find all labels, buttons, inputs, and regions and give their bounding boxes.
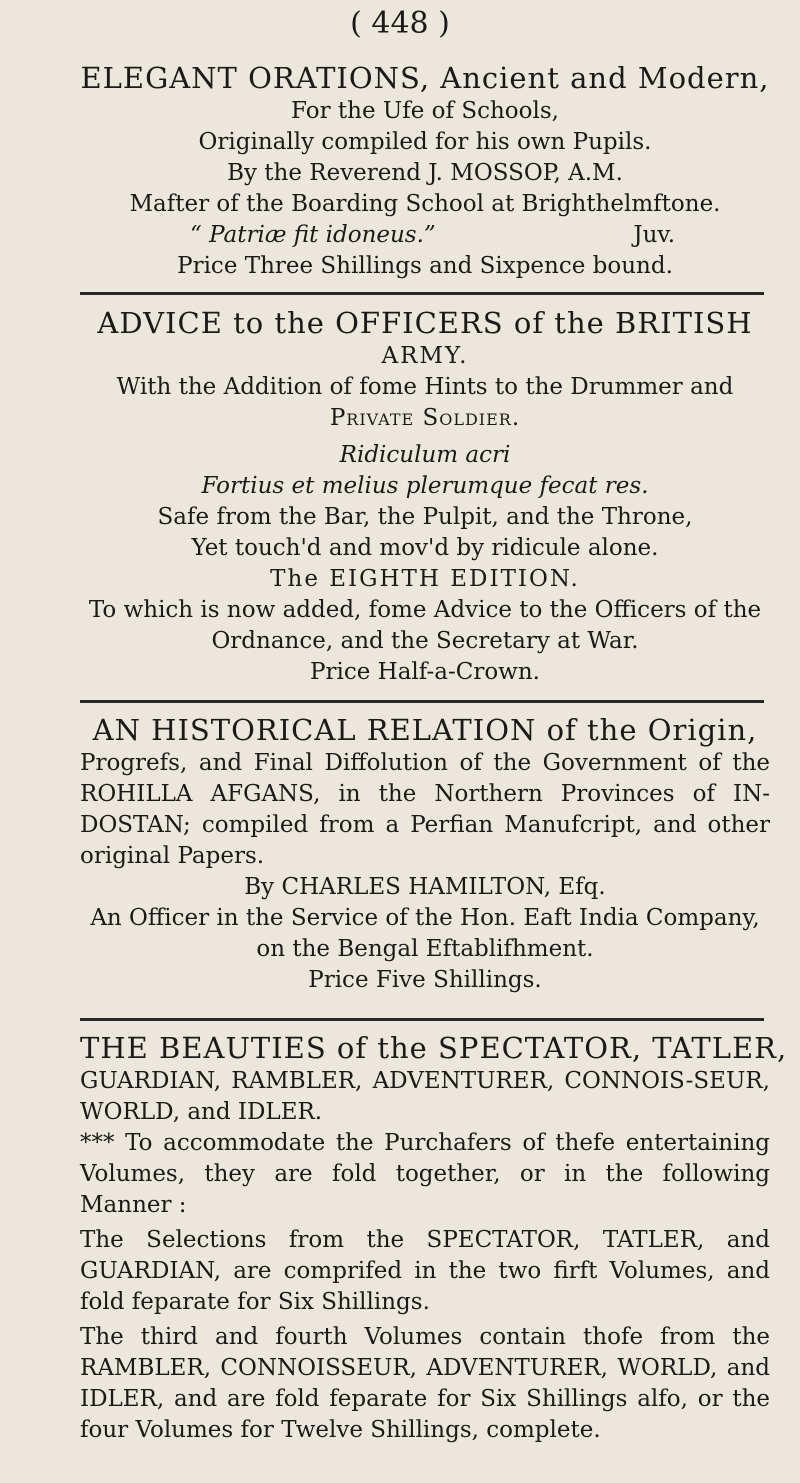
ad2-line2: Private Soldier. bbox=[329, 405, 521, 431]
ad2-verse2: Yet touch'd and mov'd by ridicule alone. bbox=[191, 535, 659, 561]
ad1-price: Price Three Shillings and Sixpence bound. bbox=[177, 253, 673, 279]
ad3-body: Progrefs, and Final Diffolution of the Government of the ROHILLA AFGANS, in the Northern Provinces of IN-DOSTAN; compiled from a Perfian Manufcript, and other original Papers. bbox=[80, 750, 770, 869]
ad3-price: Price Five Shillings. bbox=[308, 967, 542, 993]
ad1-motto-source: Juv. bbox=[633, 222, 675, 248]
ad4-subheading: GUARDIAN, RAMBLER, ADVENTURER, CONNOIS-SEUR, WORLD, and IDLER. bbox=[80, 1068, 770, 1125]
divider-2 bbox=[80, 700, 764, 703]
ad4-para1: *** To accommodate the Purchafers of thefe entertaining Volumes, they are fold together, or in the following Manner : bbox=[80, 1130, 770, 1218]
divider-3 bbox=[80, 1018, 764, 1021]
ad2-quote2: Fortius et melius plerumque fecat res. bbox=[201, 473, 649, 499]
ad2-verse1: Safe from the Bar, the Pulpit, and the Throne, bbox=[157, 504, 693, 530]
ad2-quote1: Ridiculum acri bbox=[339, 442, 511, 468]
ad2-heading2: ARMY. bbox=[381, 343, 469, 369]
ad3-author-note: An Officer in the Service of the Hon. Eaft India Company, on the Bengal Eftablifhment. bbox=[90, 905, 760, 962]
ad3-heading: AN HISTORICAL RELATION of the Origin, bbox=[92, 713, 758, 747]
ad2-heading: ADVICE to the OFFICERS of the BRITISH bbox=[97, 306, 753, 340]
ad1-author-title: Mafter of the Boarding School at Brighthelmftone. bbox=[129, 191, 721, 217]
ad1-motto-row bbox=[80, 220, 770, 251]
ad2-price: Price Half-a-Crown. bbox=[310, 659, 540, 685]
ad4-para3: The third and fourth Volumes contain thofe from the RAMBLER, CONNOISSEUR, ADVENTURER, WORLD, and IDLER, and are fold feparate for Six Shillings alfo, or the four Volumes for Twelve Shillings, complete. bbox=[80, 1324, 770, 1443]
ad2-edition: The EIGHTH EDITION. bbox=[270, 566, 580, 592]
ad1-motto: “ Patriæ fit idoneus.” bbox=[190, 222, 436, 248]
ad2-note: To which is now added, fome Advice to the Officers of the Ordnance, and the Secretary at War. bbox=[88, 597, 762, 654]
ad1-line1: For the Ufe of Schools, bbox=[291, 98, 559, 124]
ad2-line1: With the Addition of fome Hints to the Drummer and bbox=[116, 374, 734, 400]
ad3-author: By CHARLES HAMILTON, Efq. bbox=[244, 874, 606, 900]
ad1-heading: ELEGANT ORATIONS, Ancient and Modern, bbox=[80, 61, 770, 95]
divider-1 bbox=[80, 292, 764, 295]
ad1-author: By the Reverend J. MOSSOP, A.M. bbox=[227, 160, 623, 186]
ad-advice-officers bbox=[80, 305, 770, 688]
page-number: ( 448 ) bbox=[350, 6, 450, 41]
ad4-heading: THE BEAUTIES of the SPECTATOR, TATLER, bbox=[80, 1031, 788, 1065]
ad-beauties-spectator bbox=[80, 1030, 788, 1446]
ad-elegant-orations bbox=[80, 60, 770, 282]
ad4-para2: The Selections from the SPECTATOR, TATLER, and GUARDIAN, are comprifed in the two firft Volumes, and fold feparate for Six Shillings. bbox=[80, 1227, 770, 1315]
ad-historical-relation bbox=[80, 712, 770, 996]
ad1-line2: Originally compiled for his own Pupils. bbox=[198, 129, 652, 155]
